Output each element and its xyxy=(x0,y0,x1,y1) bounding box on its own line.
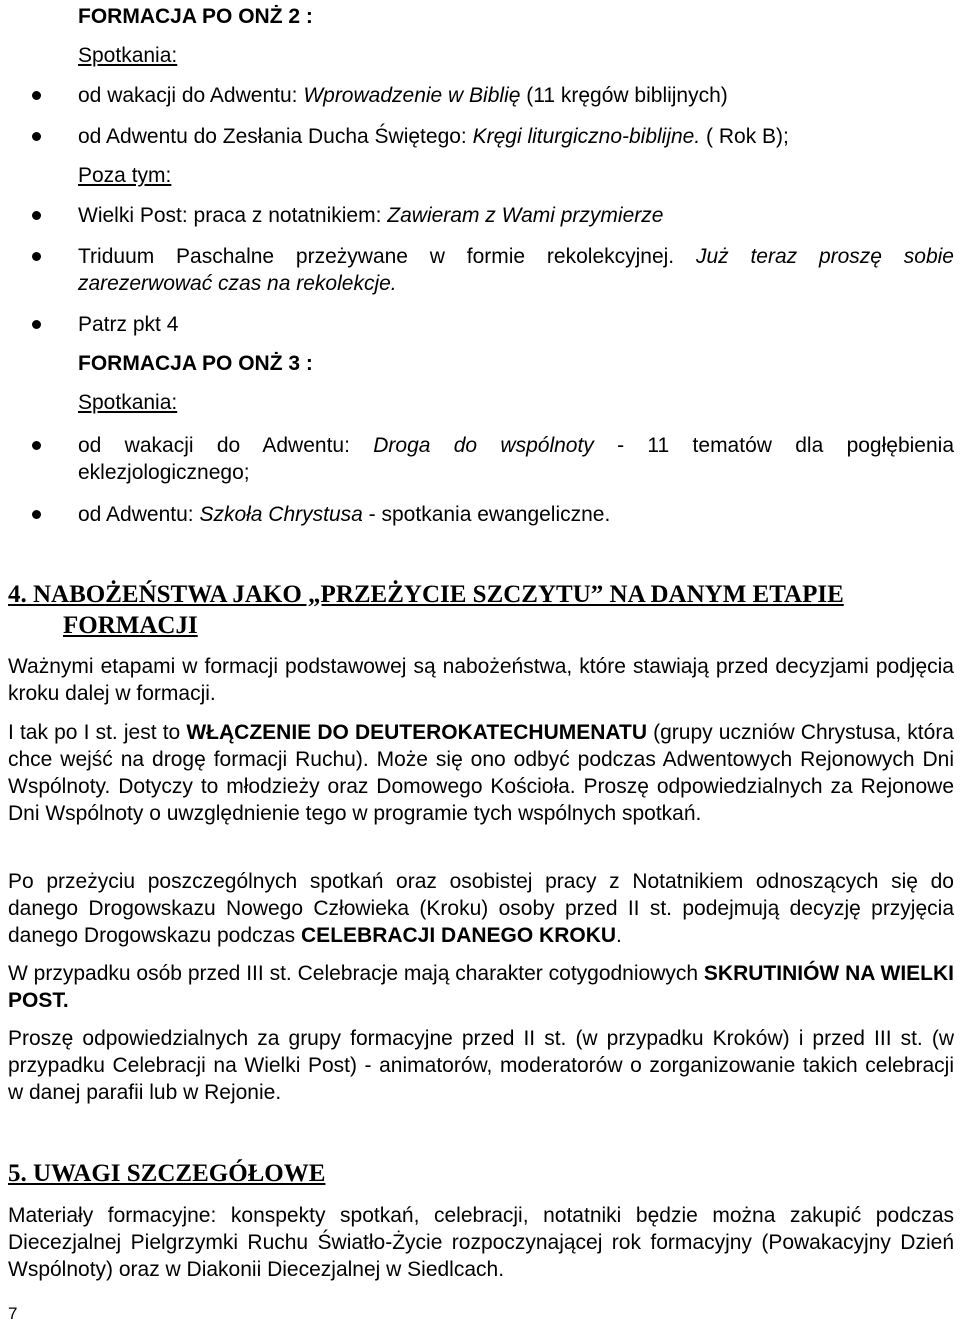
text-bold: CELEBRACJI DANEGO KROKU xyxy=(301,924,617,947)
text: od wakacji do Adwentu: xyxy=(78,84,304,107)
section-5-paragraph-1: Materiały formacyjne: konspekty spotkań, celebracji, notatniki będzie można zakupić podczas Diecezjalnej Pielgrzymki Ruchu Światło-Życie rozpoczynającej rok formacyjny (Powakacyjny Dzień Wspólnoty) oraz w Diakonii Diecezjalnej w Siedlcach. xyxy=(8,1204,954,1281)
text-italic: zarezerwować czas na rekolekcje. xyxy=(78,272,397,295)
text: od Adwentu do Zesłania Ducha Świętego: xyxy=(78,125,473,148)
text: Wielki Post: praca z notatnikiem: xyxy=(78,204,388,227)
onz2-besides-label: Poza tym: xyxy=(78,164,172,187)
bullet-icon xyxy=(32,510,41,519)
text-italic: Droga do wspólnoty xyxy=(373,434,594,457)
onz2-bullet-3 xyxy=(78,202,954,229)
text: - spotkania ewangeliczne. xyxy=(362,503,611,526)
text-bold: SKRUTINIÓW NA WIELKI POST. xyxy=(8,962,955,1012)
section-4-paragraph-2 xyxy=(8,719,954,827)
onz2-bullet-2 xyxy=(78,123,954,150)
text: - 11 tematów dla pogłębienia xyxy=(593,434,954,457)
section-4-paragraph-4 xyxy=(8,960,954,1014)
text: Triduum Paschalne przeżywane w formie rekolekcyjnej. xyxy=(78,245,696,268)
text: Po przeżyciu poszczególnych spotkań oraz osobistej pracy z Notatnikiem odnoszących się do danego Drogowskazu Nowego Człowieka (Kroku) osoby przed II st. podejmują decyzję przyjęcia danego Drogowskazu podczas xyxy=(8,870,954,947)
text-italic: Wprowadzenie w Biblię xyxy=(303,84,521,107)
page-number: 7 xyxy=(8,1304,18,1323)
onz3-bullet-1-line-1 xyxy=(78,432,954,459)
text: od wakacji do Adwentu: xyxy=(78,434,374,457)
text: ( Rok B); xyxy=(700,125,789,148)
onz3-bullet-2 xyxy=(78,501,954,528)
onz2-heading: FORMACJA PO ONŻ 2 : xyxy=(78,5,313,28)
section-4-title-line-1: 4. NABOŻEŃSTWA JAKO „PRZEŻYCIE SZCZYTU” NA DANYM ETAPIE xyxy=(8,581,844,608)
text-italic: Szkoła Chrystusa xyxy=(199,503,363,526)
bullet-icon xyxy=(32,91,41,100)
text: (11 kręgów biblijnych) xyxy=(520,84,728,107)
onz3-heading: FORMACJA PO ONŻ 3 : xyxy=(78,352,313,375)
bullet-icon xyxy=(32,211,41,220)
text-italic: Zawieram z Wami przymierze xyxy=(387,204,664,227)
section-5-title: 5. UWAGI SZCZEGÓŁOWE xyxy=(8,1160,326,1187)
onz2-bullet-1 xyxy=(78,82,954,109)
text: . xyxy=(616,924,622,947)
text: od Adwentu: xyxy=(78,503,200,526)
section-4-paragraph-5: Proszę odpowiedzialnych za grupy formacyjne przed II st. (w przypadku Kroków) i przed III st. (w przypadku Celebracji na Wielki Post) - animatorów, moderatorów o zorganizowanie takich celebracji w danej parafii lub w Rejonie. xyxy=(8,1027,954,1104)
onz3-meetings-label: Spotkania: xyxy=(78,391,178,414)
onz2-bullet-5: Patrz pkt 4 xyxy=(78,313,179,336)
section-4-paragraph-3 xyxy=(8,868,954,949)
text-italic: Kręgi liturgiczno-biblijne. xyxy=(472,125,701,148)
section-4-paragraph-1: Ważnymi etapami w formacji podstawowej są nabożeństwa, które stawiają przed decyzjami podjęcia kroku dalej w formacji. xyxy=(8,655,954,705)
bullet-icon xyxy=(32,252,41,261)
text-italic: Już teraz proszę sobie xyxy=(695,245,954,268)
bullet-icon xyxy=(32,441,41,450)
onz2-bullet-4-line-2 xyxy=(78,270,954,297)
bullet-icon xyxy=(32,132,41,141)
text: I tak po I st. jest to xyxy=(8,721,187,744)
bullet-icon xyxy=(32,320,41,329)
text: W przypadku osób przed III st. Celebracje mają charakter cotygodniowych xyxy=(8,962,704,985)
text: (grupy uczniów Chrystusa, która chce wejść na drogę formacji Ruchu). Może się ono odbyć podczas Adwentowych Rejonowych Dni Wspólnoty. Dotyczy to młodzieży oraz Domowego Kościoła. Proszę odpowiedzialnych za Rejonowe Dni Wspólnoty o uwzględnienie tego w programie tych wspólnych spotkań. xyxy=(8,721,954,825)
onz3-bullet-1-line-2: eklezjologicznego; xyxy=(78,461,250,484)
section-4-title-line-2: FORMACJI xyxy=(63,612,198,639)
text-bold: WŁĄCZENIE DO DEUTEROKATECHUMENATU xyxy=(186,721,647,744)
onz2-bullet-4-line-1 xyxy=(78,243,954,270)
onz2-meetings-label: Spotkania: xyxy=(78,44,178,67)
